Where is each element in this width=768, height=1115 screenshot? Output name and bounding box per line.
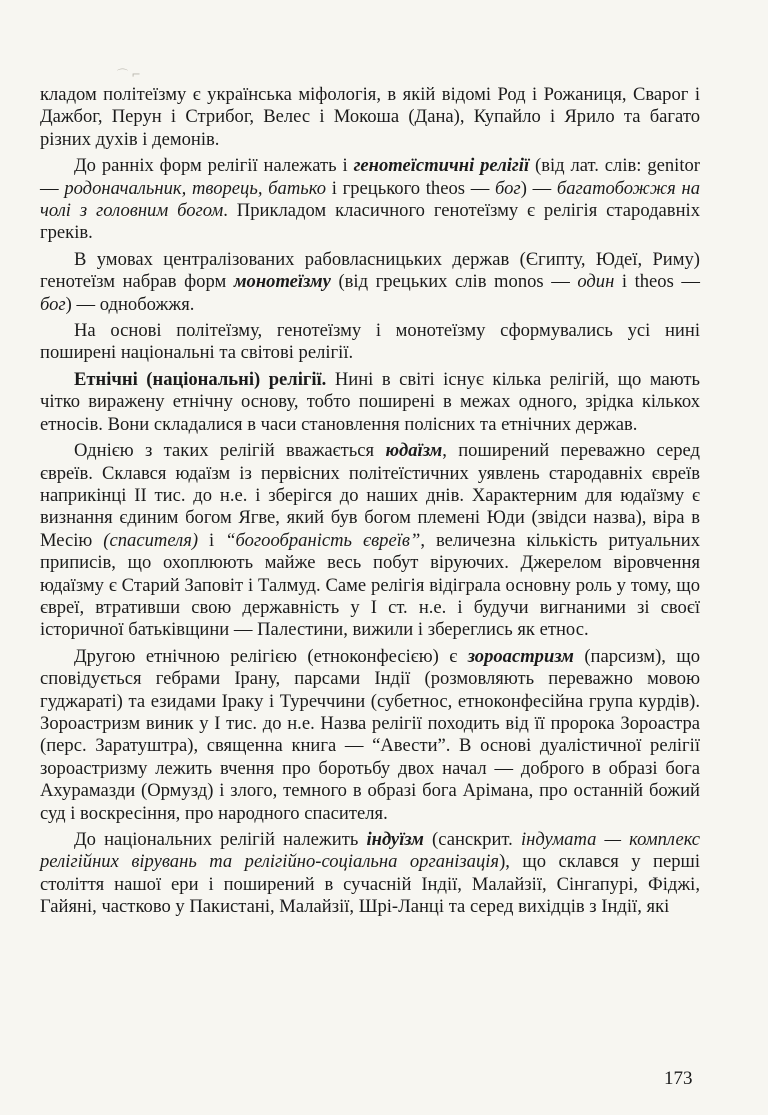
text: В умовах централізованих рабовласницьких держав (Єгипту, Юдеї, Риму) генотеїзм набрав форм — [40, 248, 700, 293]
gloss-theos: бог — [40, 293, 66, 315]
gloss-theos: бог — [495, 177, 521, 199]
text: Нині в світі існує кілька релігій, що мають чітко виражену етнічну основу, тобто поширені в межах одного, зрідка кількох етносів. Вони складалися в часи становлення полісних та етнічних держав. — [40, 368, 700, 435]
text: і грецького theos — — [326, 177, 496, 199]
text: Другою етнічною релігією (етноконфесією) є — [74, 645, 468, 667]
paragraph-polytheism-end — [40, 84, 700, 151]
gloss-definition: багатобожжя на чолі з головним богом — [40, 177, 700, 222]
text: . Прикладом класичного генотеїзму є релігія стародавніх греків. — [40, 200, 700, 244]
paragraph-henotheism — [40, 155, 700, 245]
term-henotheistic-religions: генотеїстичні релігії — [353, 155, 530, 177]
text: і theos — — [614, 271, 700, 293]
text: (від лат. слів: genitor — — [40, 155, 700, 199]
gloss-monos: один — [577, 271, 615, 293]
text: кладом політеїзму є українська міфологія, в якій відомі Род і Рожаниця, Сварог і Дажбог, Перун і Стрибог, Велес і Мокоша (Дана), Купайло і Ярило та багато різних духів і демонів. — [40, 84, 700, 150]
term-zoroastrianism: зороастризм — [467, 645, 574, 667]
text: , поширений переважно серед євреїв. Склався юдаїзм із первісних політеїстичних уявлень стародавніх євреїв наприкінці II тис. до н.е. і зберігся до наших днів. Характерним для юдаїзму є визнання єдиним богом Ягве, який був богом племені Юди (звідси назва), віра в Месію — [40, 440, 700, 551]
paragraph-monotheism — [40, 249, 700, 316]
text: (санскрит. — [423, 829, 521, 850]
paragraph-summary — [40, 320, 700, 365]
gloss-indumata: індумата — комплекс релігійних вірувань та релігійно-соціальна організація — [40, 829, 700, 873]
text: і — [198, 529, 226, 551]
text: ), що склався у перші століття нашої ери і поширений в сучасній Індії, Малайзії, Сінгапурі, Фіджі, Гайяні, частково у Пакистані, Малайзії, Шрі-Ланці та серед вихідців з Індії, які — [40, 851, 700, 918]
page-number: 173 — [664, 1068, 693, 1089]
text: До національних релігій належить — [74, 829, 367, 850]
text: ) — — [520, 177, 557, 199]
page-text — [40, 84, 700, 923]
gloss-saviour: (спасителя) — [103, 529, 199, 551]
term-judaism: юдаїзм — [385, 440, 443, 462]
text: , величезна кількість ритуальних приписів, що охоплюють майже весь побут віруючих. Джерелом віровчення юдаїзму є Старий Заповіт і Талмуд. Саме релігія відіграла основну роль у тому, що євреї, втративши свою державність у I ст. н.е. і будучи вигнаними зі своєї історичної батьківщини — Палестини, вижили і збереглись як етнос. — [40, 529, 701, 641]
term-monotheism: монотеїзму — [233, 271, 331, 293]
paragraph-hinduism — [40, 829, 700, 919]
gloss-chosen-people: “богообраність євреїв” — [225, 529, 421, 551]
text: (парсизм), що сповідується гебрами Ірану, парсами Індії (розмовляють переважно мовою гуджараті) та езидами Іраку і Туреччини (субетнос, етноконфесійна група курдів). Зороастризм виник у I тис. до н.е. Назва релігії походить від її пророка Зороастра (перс. Заратуштра), священна книга — “Авести”. В основі дуалістичної релігії зороастризму лежить вчення про боротьбу двох начал — доброго в образі бога Ахурамазди (Ормузд) і злого, темного в образі бога Арімана, про останній божий суд і воскресіння, про народного спасителя. — [40, 645, 700, 824]
text: Однією з таких релігій вважається — [74, 440, 386, 462]
text: На основі політеїзму, генотеїзму і монотеїзму сформувались усі нині поширені національні та світові релігії. — [40, 320, 700, 364]
paragraph-judaism — [40, 440, 700, 642]
text: (від грецьких слів monos — — [330, 271, 578, 293]
gloss-genitor: родоначальник, творець, батько — [64, 177, 326, 199]
text: До ранніх форм релігії належать і — [74, 155, 354, 177]
paragraph-zoroastrianism — [40, 646, 700, 825]
term-hinduism: індуїзм — [366, 829, 424, 850]
section-heading-ethnic-religions: Етнічні (національні) релігії. — [74, 368, 327, 390]
paragraph-ethnic-religions — [40, 369, 700, 436]
margin-pencil-mark: ⌒ ⌐ — [117, 68, 141, 81]
text: ) — однобожжя. — [65, 293, 195, 315]
